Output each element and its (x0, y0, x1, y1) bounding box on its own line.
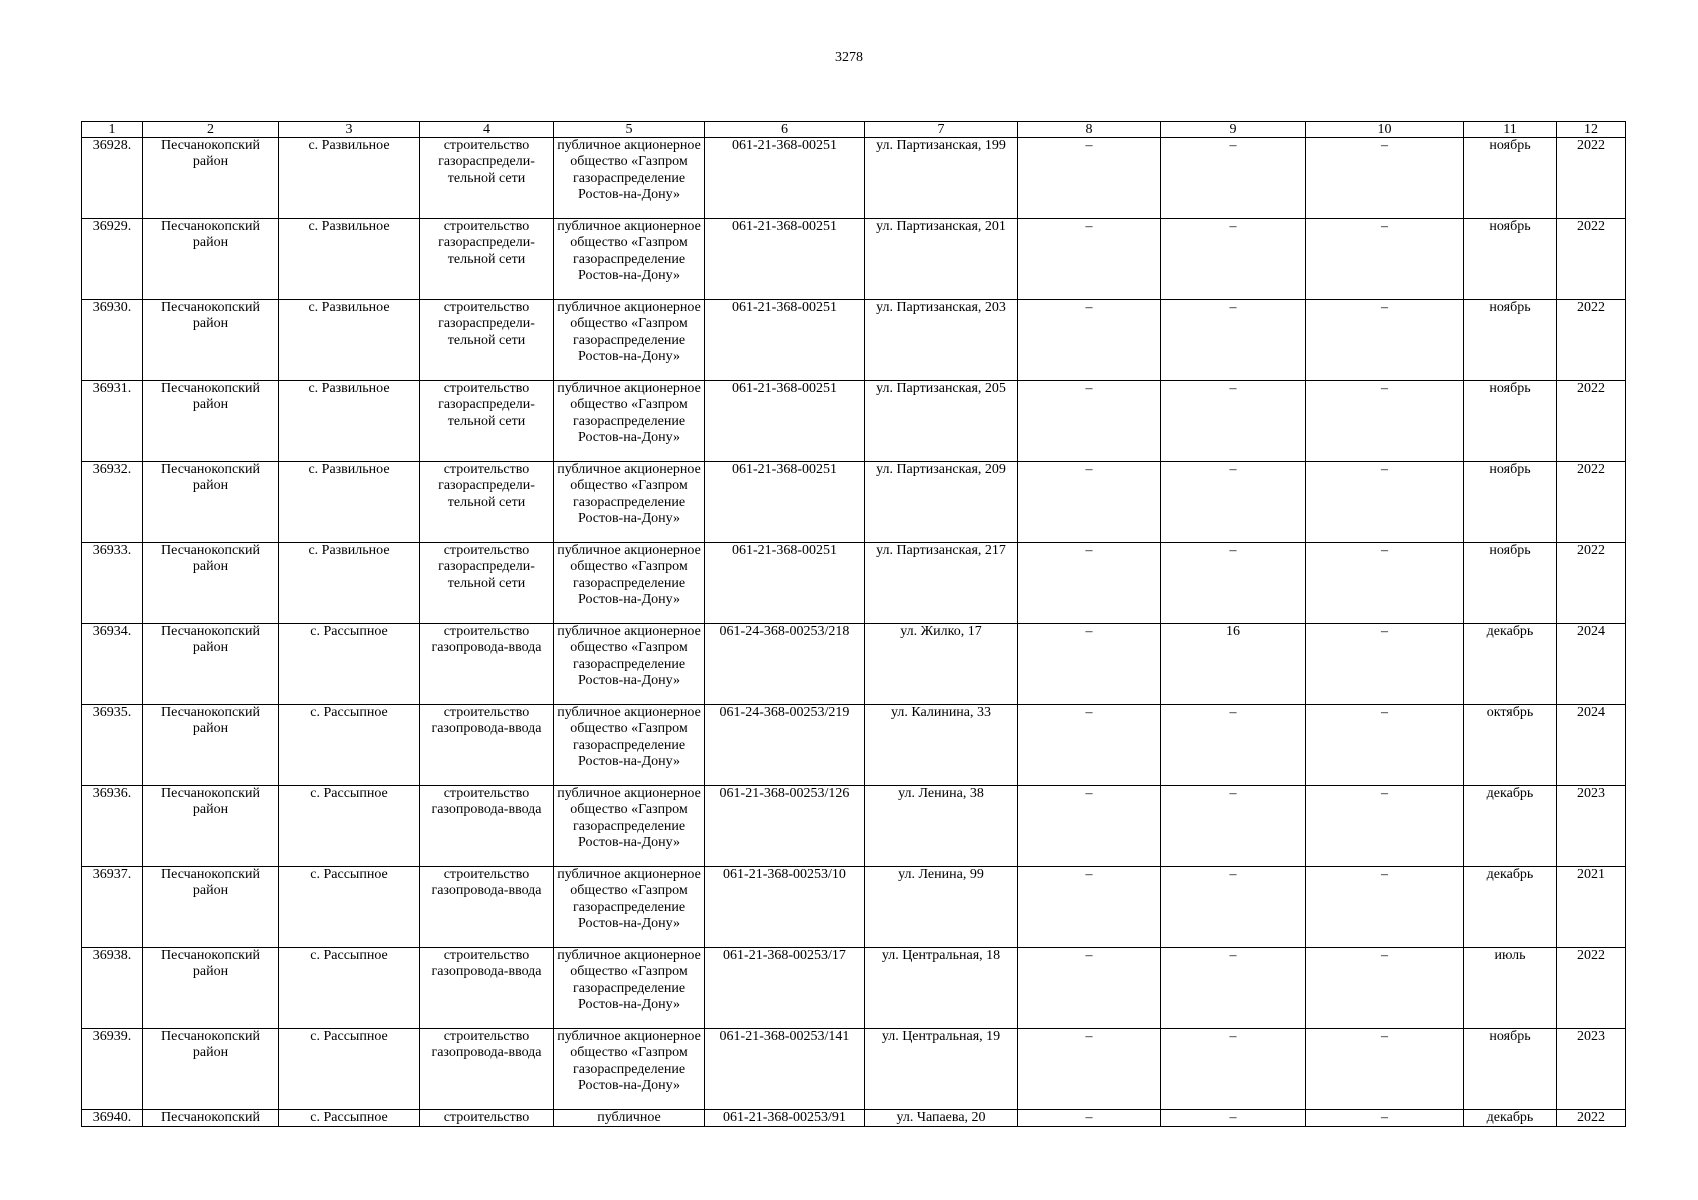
cell-col-9: – (1161, 138, 1306, 219)
cell-district: Песчанокопский район (143, 786, 279, 867)
cell-registry-code: 061-21-368-00251 (705, 138, 865, 219)
column-number-row (82, 122, 1626, 138)
cell-row-number: 36934. (82, 624, 143, 705)
cell-district: Песчанокопский район (143, 381, 279, 462)
cell-registry-code: 061-21-368-00253/10 (705, 867, 865, 948)
cell-district: Песчанокопский район (143, 462, 279, 543)
table-row (82, 219, 1626, 300)
cell-settlement: с. Рассыпное (279, 786, 420, 867)
cell-organization: публичное акционерное общество «Газпром газораспределение Ростов-на-Дону» (554, 867, 705, 948)
registry-table (81, 121, 1626, 1127)
cell-year: 2022 (1557, 381, 1626, 462)
cell-settlement: с. Развильное (279, 219, 420, 300)
cell-col-10: – (1306, 543, 1464, 624)
cell-row-number: 36932. (82, 462, 143, 543)
column-header: 2 (143, 122, 279, 138)
cell-row-number: 36939. (82, 1029, 143, 1110)
table-row (82, 462, 1626, 543)
cell-col-10: – (1306, 219, 1464, 300)
cell-settlement: с. Рассыпное (279, 705, 420, 786)
table-row (82, 300, 1626, 381)
cell-col-8: – (1018, 1029, 1161, 1110)
cell-organization: публичное акционерное общество «Газпром газораспределение Ростов-на-Дону» (554, 381, 705, 462)
cell-address: ул. Центральная, 19 (865, 1029, 1018, 1110)
cell-col-10: – (1306, 300, 1464, 381)
cell-year: 2023 (1557, 786, 1626, 867)
cell-work-type: строительство газораспредели-тельной сети (420, 381, 554, 462)
cell-year: 2022 (1557, 462, 1626, 543)
cell-col-8: – (1018, 300, 1161, 381)
page-number: 3278 (835, 50, 863, 65)
cell-work-type: строительство газопровода-ввода (420, 624, 554, 705)
cell-month: декабрь (1464, 624, 1557, 705)
cell-district: Песчанокопский район (143, 1029, 279, 1110)
cell-registry-code: 061-21-368-00253/141 (705, 1029, 865, 1110)
cell-registry-code: 061-21-368-00253/17 (705, 948, 865, 1029)
cell-registry-code: 061-21-368-00253/91 (705, 1110, 865, 1127)
cell-col-10: – (1306, 624, 1464, 705)
cell-settlement: с. Развильное (279, 381, 420, 462)
cell-organization: публичное акционерное общество «Газпром газораспределение Ростов-на-Дону» (554, 138, 705, 219)
cell-settlement: с. Рассыпное (279, 948, 420, 1029)
cell-settlement: с. Развильное (279, 543, 420, 624)
cell-year: 2022 (1557, 948, 1626, 1029)
table-row (82, 705, 1626, 786)
cell-address: ул. Партизанская, 203 (865, 300, 1018, 381)
cell-registry-code: 061-21-368-00251 (705, 543, 865, 624)
cell-month: ноябрь (1464, 300, 1557, 381)
cell-organization: публичное акционерное общество «Газпром газораспределение Ростов-на-Дону» (554, 462, 705, 543)
cell-address: ул. Калинина, 33 (865, 705, 1018, 786)
table-row (82, 867, 1626, 948)
table-row (82, 1110, 1626, 1127)
cell-district: Песчанокопский район (143, 300, 279, 381)
cell-month: ноябрь (1464, 543, 1557, 624)
table-row (82, 624, 1626, 705)
cell-month: ноябрь (1464, 1029, 1557, 1110)
column-header: 10 (1306, 122, 1464, 138)
cell-col-10: – (1306, 381, 1464, 462)
cell-month: ноябрь (1464, 462, 1557, 543)
cell-district: Песчанокопский район (143, 543, 279, 624)
table-body (82, 138, 1626, 1127)
cell-district: Песчанокопский район (143, 948, 279, 1029)
cell-year: 2022 (1557, 138, 1626, 219)
cell-organization: публичное акционерное общество «Газпром газораспределение Ростов-на-Дону» (554, 786, 705, 867)
column-header: 7 (865, 122, 1018, 138)
cell-work-type: строительство газораспредели-тельной сети (420, 462, 554, 543)
cell-organization: публичное акционерное общество «Газпром газораспределение Ростов-на-Дону» (554, 624, 705, 705)
column-header: 9 (1161, 122, 1306, 138)
cell-col-10: – (1306, 138, 1464, 219)
cell-work-type: строительство газораспредели-тельной сети (420, 300, 554, 381)
cell-col-8: – (1018, 624, 1161, 705)
cell-work-type: строительство газораспредели-тельной сети (420, 543, 554, 624)
cell-address: ул. Жилко, 17 (865, 624, 1018, 705)
cell-work-type: строительство газопровода-ввода (420, 705, 554, 786)
cell-month: ноябрь (1464, 381, 1557, 462)
cell-col-9: – (1161, 786, 1306, 867)
cell-row-number: 36928. (82, 138, 143, 219)
column-header: 8 (1018, 122, 1161, 138)
cell-address: ул. Ленина, 99 (865, 867, 1018, 948)
cell-work-type: строительство газопровода-ввода (420, 867, 554, 948)
column-header: 6 (705, 122, 865, 138)
cell-registry-code: 061-24-368-00253/219 (705, 705, 865, 786)
cell-district: Песчанокопский район (143, 138, 279, 219)
cell-col-8: – (1018, 786, 1161, 867)
cell-col-9: – (1161, 462, 1306, 543)
cell-year: 2024 (1557, 624, 1626, 705)
cell-row-number: 36933. (82, 543, 143, 624)
cell-col-8: – (1018, 138, 1161, 219)
cell-year: 2022 (1557, 1110, 1626, 1127)
cell-col-9: – (1161, 705, 1306, 786)
cell-year: 2023 (1557, 1029, 1626, 1110)
cell-col-9: – (1161, 381, 1306, 462)
cell-col-9: – (1161, 300, 1306, 381)
cell-col-9: – (1161, 219, 1306, 300)
cell-organization: публичное акционерное общество «Газпром газораспределение Ростов-на-Дону» (554, 948, 705, 1029)
cell-year: 2022 (1557, 219, 1626, 300)
cell-month: декабрь (1464, 1110, 1557, 1127)
cell-row-number: 36940. (82, 1110, 143, 1127)
column-header: 12 (1557, 122, 1626, 138)
cell-col-8: – (1018, 381, 1161, 462)
cell-year: 2021 (1557, 867, 1626, 948)
cell-month: декабрь (1464, 867, 1557, 948)
cell-row-number: 36929. (82, 219, 143, 300)
cell-row-number: 36931. (82, 381, 143, 462)
cell-work-type: строительство газопровода-ввода (420, 948, 554, 1029)
column-header: 11 (1464, 122, 1557, 138)
cell-organization: публичное акционерное общество «Газпром газораспределение Ростов-на-Дону» (554, 1029, 705, 1110)
table-row (82, 543, 1626, 624)
cell-district: Песчанокопский район (143, 867, 279, 948)
table-row (82, 786, 1626, 867)
cell-col-8: – (1018, 462, 1161, 543)
column-header: 3 (279, 122, 420, 138)
cell-month: ноябрь (1464, 219, 1557, 300)
cell-address: ул. Чапаева, 20 (865, 1110, 1018, 1127)
cell-col-9: – (1161, 1029, 1306, 1110)
cell-row-number: 36935. (82, 705, 143, 786)
cell-registry-code: 061-21-368-00253/126 (705, 786, 865, 867)
cell-col-10: – (1306, 948, 1464, 1029)
cell-col-9: – (1161, 543, 1306, 624)
cell-col-8: – (1018, 705, 1161, 786)
cell-col-10: – (1306, 1029, 1464, 1110)
cell-year: 2022 (1557, 300, 1626, 381)
cell-address: ул. Партизанская, 199 (865, 138, 1018, 219)
cell-address: ул. Партизанская, 205 (865, 381, 1018, 462)
cell-address: ул. Ленина, 38 (865, 786, 1018, 867)
cell-organization: публичное акционерное общество «Газпром газораспределение Ростов-на-Дону» (554, 300, 705, 381)
cell-organization: публичное акционерное общество «Газпром газораспределение Ростов-на-Дону» (554, 219, 705, 300)
cell-col-10: – (1306, 705, 1464, 786)
cell-registry-code: 061-21-368-00251 (705, 219, 865, 300)
cell-col-10: – (1306, 786, 1464, 867)
cell-settlement: с. Развильное (279, 300, 420, 381)
cell-work-type: строительство газопровода-ввода (420, 786, 554, 867)
table-row (82, 138, 1626, 219)
column-header: 1 (82, 122, 143, 138)
cell-work-type: строительство газопровода-ввода (420, 1029, 554, 1110)
cell-col-8: – (1018, 867, 1161, 948)
cell-col-9: – (1161, 1110, 1306, 1127)
cell-registry-code: 061-21-368-00251 (705, 462, 865, 543)
cell-col-8: – (1018, 1110, 1161, 1127)
cell-registry-code: 061-24-368-00253/218 (705, 624, 865, 705)
cell-row-number: 36936. (82, 786, 143, 867)
cell-col-9: – (1161, 948, 1306, 1029)
cell-address: ул. Центральная, 18 (865, 948, 1018, 1029)
cell-month: октябрь (1464, 705, 1557, 786)
cell-col-8: – (1018, 543, 1161, 624)
cell-organization: публичное акционерное общество «Газпром газораспределение Ростов-на-Дону» (554, 543, 705, 624)
cell-col-10: – (1306, 462, 1464, 543)
cell-registry-code: 061-21-368-00251 (705, 381, 865, 462)
cell-address: ул. Партизанская, 217 (865, 543, 1018, 624)
cell-district: Песчанокопский (143, 1110, 279, 1127)
column-header: 5 (554, 122, 705, 138)
cell-row-number: 36930. (82, 300, 143, 381)
cell-address: ул. Партизанская, 209 (865, 462, 1018, 543)
cell-registry-code: 061-21-368-00251 (705, 300, 865, 381)
cell-col-8: – (1018, 219, 1161, 300)
cell-district: Песчанокопский район (143, 219, 279, 300)
cell-col-10: – (1306, 867, 1464, 948)
cell-settlement: с. Рассыпное (279, 1110, 420, 1127)
cell-row-number: 36937. (82, 867, 143, 948)
cell-month: ноябрь (1464, 138, 1557, 219)
table-row (82, 1029, 1626, 1110)
cell-district: Песчанокопский район (143, 624, 279, 705)
cell-col-10: – (1306, 1110, 1464, 1127)
column-header: 4 (420, 122, 554, 138)
cell-col-8: – (1018, 948, 1161, 1029)
cell-month: июль (1464, 948, 1557, 1029)
cell-settlement: с. Рассыпное (279, 624, 420, 705)
table-row (82, 381, 1626, 462)
cell-month: декабрь (1464, 786, 1557, 867)
cell-settlement: с. Развильное (279, 462, 420, 543)
cell-year: 2022 (1557, 543, 1626, 624)
cell-work-type: строительство (420, 1110, 554, 1127)
cell-organization: публичное акционерное общество «Газпром газораспределение Ростов-на-Дону» (554, 705, 705, 786)
cell-district: Песчанокопский район (143, 705, 279, 786)
cell-address: ул. Партизанская, 201 (865, 219, 1018, 300)
cell-col-9: 16 (1161, 624, 1306, 705)
cell-settlement: с. Развильное (279, 138, 420, 219)
cell-col-9: – (1161, 867, 1306, 948)
cell-year: 2024 (1557, 705, 1626, 786)
table-row (82, 948, 1626, 1029)
cell-organization: публичное (554, 1110, 705, 1127)
cell-work-type: строительство газораспредели-тельной сети (420, 219, 554, 300)
cell-work-type: строительство газораспредели-тельной сети (420, 138, 554, 219)
cell-row-number: 36938. (82, 948, 143, 1029)
cell-settlement: с. Рассыпное (279, 1029, 420, 1110)
cell-settlement: с. Рассыпное (279, 867, 420, 948)
